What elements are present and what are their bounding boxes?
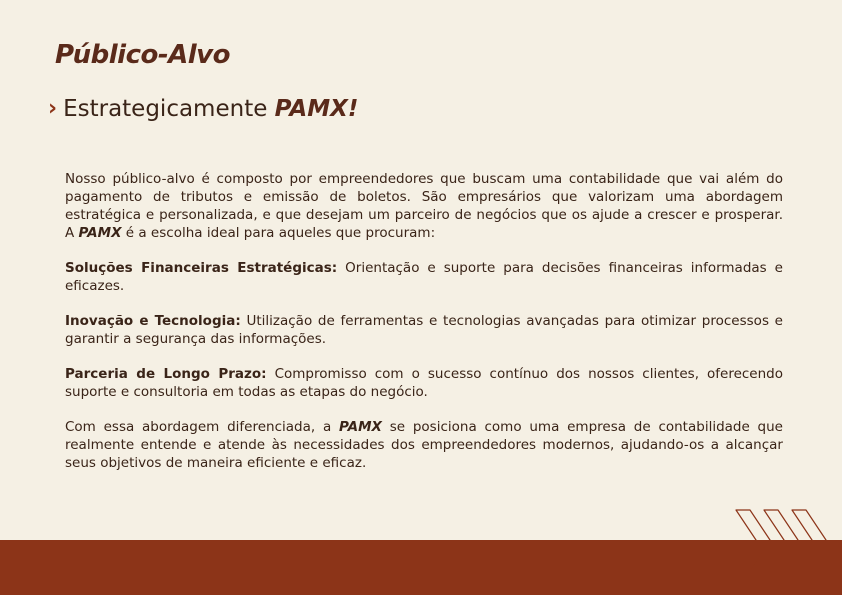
body-content [65,170,783,489]
item-text: Orientação e suporte para decisões financeiras informadas e eficazes. [65,260,783,294]
closing-text-after: se posiciona como uma empresa de contabilidade que realmente entende e atende às necessidades dos empreendedores modernos, ajudando-os a alcançar seus objetivos de maneira eficiente e eficaz. [65,419,783,471]
subtitle-brand: PAMX! [274,96,359,122]
intro-text-after: é a escolha ideal para aqueles que procuram: [121,225,436,241]
subtitle-prefix: Estrategicamente [63,96,275,122]
chevron-right-icon: › [48,96,58,121]
closing-paragraph [65,418,783,472]
footer-band [0,540,842,595]
list-item [65,365,783,401]
subtitle-text [63,93,358,125]
item-label: Parceria de Longo Prazo: [65,366,267,382]
item-label: Soluções Financeiras Estratégicas: [65,260,338,276]
item-label: Inovação e Tecnologia: [65,313,241,329]
list-item [65,312,783,348]
intro-text-before: Nosso público-alvo é composto por empreendedores que buscam uma contabilidade que vai além do pagamento de tributos e emissão de boletos. São empresários que valorizam uma abordagem estratégica e personalizada, e que desejam um parceiro de negócios que os ajude a crescer e prosperar. A [65,171,783,241]
item-text: Utilização de ferramentas e tecnologias avançadas para otimizar processos e garantir a segurança das informações. [65,313,783,347]
intro-paragraph [65,170,783,242]
page-title: Público-Alvo [55,40,230,70]
closing-brand: PAMX [339,419,382,435]
subtitle [48,93,358,125]
list-item [65,259,783,295]
item-text: Compromisso com o sucesso contínuo dos nossos clientes, oferecendo suporte e consultoria em todas as etapas do negócio. [65,366,783,400]
closing-text-before: Com essa abordagem diferenciada, a [65,419,339,435]
triple-chevron-icon [734,508,830,572]
intro-brand: PAMX [78,225,122,241]
